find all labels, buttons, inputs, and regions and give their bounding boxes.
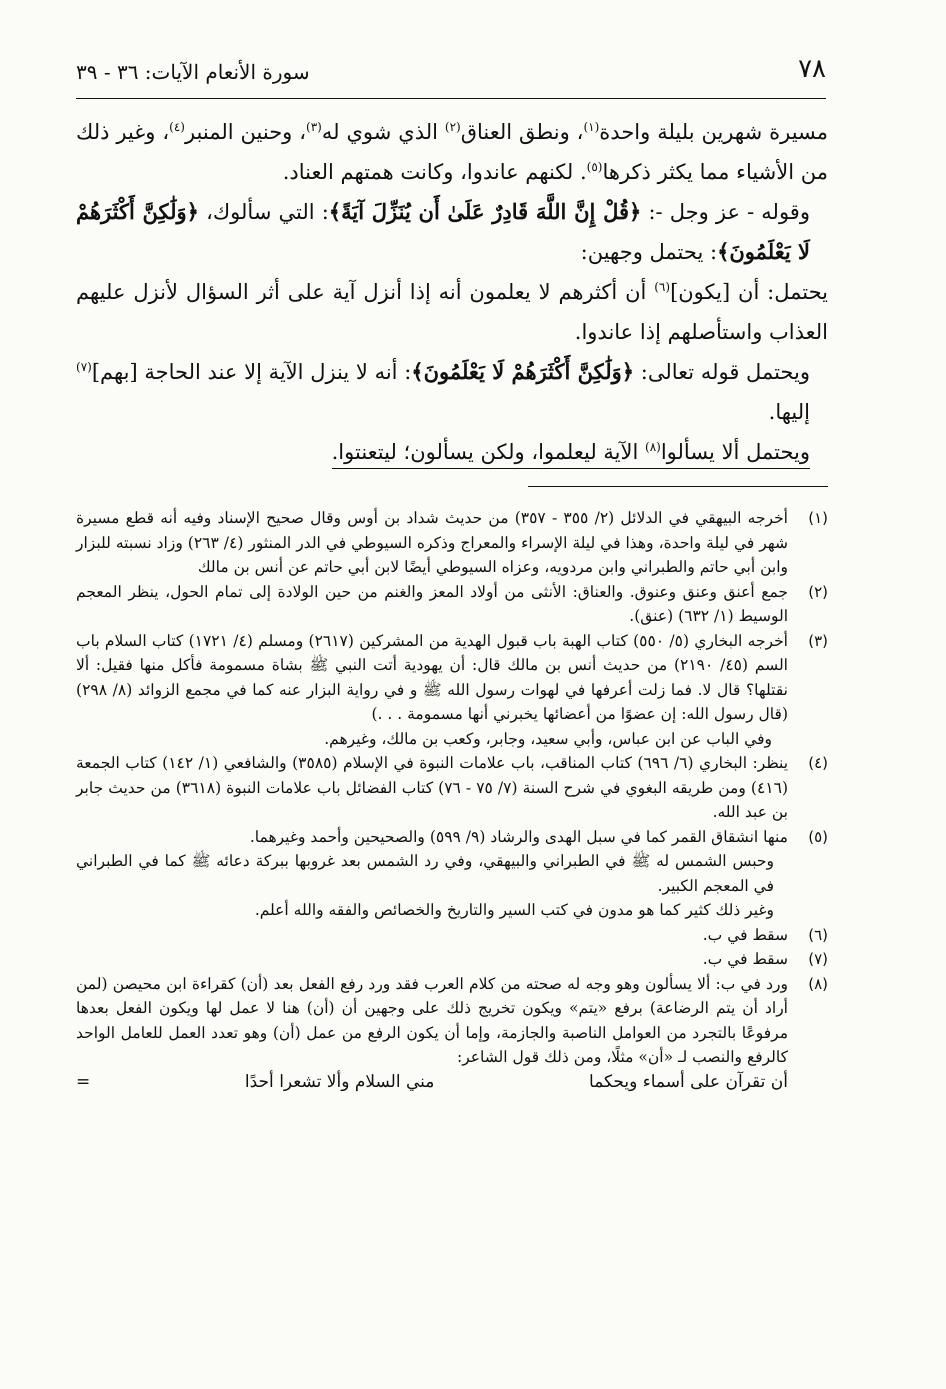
footnote-para: وحبس الشمس له ﷺ في الطبراني والبيهقي، وفي رد الشمس بعد غروبها ببركة دعائه ﷺ كما في الطبراني في المعجم الكبير. <box>76 852 774 895</box>
paragraph-3 <box>76 272 828 352</box>
verse-first-half: أن تقرآن على أسماء ويحكما <box>589 1071 788 1092</box>
page-header <box>76 52 826 99</box>
text: ، ونطق العناق <box>460 120 584 144</box>
text: إليها. <box>768 400 810 424</box>
text: أن أكثرهم لا يعلمون أنه إذا أنزل آية على أثر السؤال لأنزل عليهم العذاب واستأصلهم إذا عاندوا. <box>76 280 828 344</box>
footnote-ref-1: (١) <box>583 120 600 134</box>
footnote-text: ورد في ب: ألا يسألون وهو وجه له صحته من كلام العرب فقد ورد رفع الفعل بعد (أن) كقراءة ابن محيصن (لمن أراد أن يتم الرضاعة) برفع «يتم» ويكون تخريج ذلك على وجهين أن (أن) هنا لا عمل لها ويكون الفعل بعدها مرفوعًا بالتجرد من العوامل الناصبة والجازمة، وإما أن يكون الرفع من عمل (أن) وهو تعدد العمل للعامل الواحد كالرفع والنصب لـ «أن» مثلًا، ومن ذلك قول الشاعر: <box>76 974 788 1066</box>
footnote-8 <box>76 972 828 1070</box>
footnote-number: (٣) <box>808 631 828 650</box>
footnote-7 <box>76 947 828 972</box>
text: : التي سألوك، <box>198 200 329 224</box>
footnote-number: (١) <box>808 509 828 527</box>
text: ، وغير ذلك من الأشياء مما يكثر ذكرها <box>76 120 828 184</box>
continuation-mark: = <box>76 1071 91 1092</box>
footnote-para: وغير ذلك كثير كما هو مدون في كتب السير والتاريخ والخصائص والفقه والله أعلم. <box>254 901 774 919</box>
text: : يحتمل وجهين: <box>580 240 718 264</box>
footnote-text <box>76 629 788 727</box>
text: . لكنهم عاندوا، وكانت همتهم العناد. <box>282 160 587 184</box>
footnote-4 <box>76 751 828 825</box>
footnote-ref-4: (٤) <box>169 120 185 134</box>
footnote-5 <box>76 825 828 923</box>
footnote-ref-3: (٣) <box>306 120 322 134</box>
footnote-number: (٨) <box>808 974 828 993</box>
footnote-ref-5: (٥) <box>586 160 603 174</box>
footnote-ref-8: (٨) <box>645 440 661 454</box>
footnote-ref-2: (٢) <box>444 120 461 134</box>
text: مسيرة شهرين بليلة واحدة <box>599 120 829 144</box>
quran-verse: ﴿قُلْ إِنَّ اللَّهَ قَادِرٌ عَلَىٰ أَن يُنَزِّلَ آيَةً﴾ <box>328 199 642 224</box>
text: ، وحنين المنبر <box>184 120 307 144</box>
verse-second-half: مني السلام وألا تشعرا أحدًا <box>244 1071 435 1092</box>
footnote-number: (٦) <box>808 925 828 944</box>
text: الآية ليعلموا، ولكن يسألون؛ ليتعنتوا. <box>331 440 646 464</box>
footnote-1 <box>76 506 828 580</box>
page-number: ٧٨ <box>798 54 826 84</box>
paragraph-4 <box>76 352 828 432</box>
footnote-number: (٤) <box>808 754 828 772</box>
footnote-6 <box>76 923 828 948</box>
footnote-para: منها انشقاق القمر كما في سبل الهدى والرشاد (٩/ ٥٩٩) والصحيحين وأحمد وغيرهما. <box>249 827 788 846</box>
footnote-text: أخرجه البيهقي في الدلائل (٢/ ٣٥٥ - ٣٥٧) من حديث شداد بن أوس وقال صحيح الإسناد وفيه أنه قطع مسيرة شهر في ليلة واحدة، وهذا في ليلة الإسراء والمعراج وذكره السيوطي في الدر المنثور (٤/ ٢٦٣) وزاد نسبته للبزار وابن أبي حاتم والطبراني وابن مردويه، وعزاه السيوطي أيضًا لابن أبي حاتم عن أنس بن مالك <box>76 509 788 576</box>
quran-verse: ﴿وَلَٰكِنَّ أَكْثَرَهُمْ لَا يَعْلَمُونَ﴾ <box>76 199 810 264</box>
footnote-divider <box>528 486 828 487</box>
text: : أنه لا ينزل الآية إلا عند الحاجة [بهم] <box>91 360 412 384</box>
poetry-verse <box>76 1072 828 1092</box>
text: وقوله - عز وجل -: <box>641 200 810 224</box>
footnote-text: جمع أعنق وعنق وعنوق. والعناق: الأنثى من أولاد المعز والغنم من حين الولادة إلى تمام الحول، ينظر المعجم الوسيط (١/ ٦٣٢) (عنق). <box>76 582 788 625</box>
footnote-text <box>76 825 788 923</box>
main-text <box>76 112 828 472</box>
footnote-ref-6: (٦) <box>654 280 671 294</box>
footnote-ref-7: (٧) <box>76 360 92 374</box>
paragraph-1 <box>76 112 828 192</box>
footnote-text: سقط في ب. <box>702 925 788 944</box>
quran-verse: ﴿وَلَٰكِنَّ أَكْثَرَهُمْ لَا يَعْلَمُونَ﴾ <box>411 359 635 384</box>
paragraph-5 <box>76 432 828 472</box>
footnote-number: (٥) <box>808 827 828 846</box>
running-title: سورة الأنعام الآيات: ٣٦ - ٣٩ <box>76 60 310 84</box>
footnote-text: ينظر: البخاري (٦/ ٦٩٦) كتاب المناقب، باب علامات النبوة في الإسلام (٣٥٨٥) والشافعي (١/ ١٤٢) كتاب الجمعة (٤١٦) ومن طريقه البغوي في شرح السنة (٧/ ٧٥ - ٧٦) كتاب الفضائل باب علامات النبوة (٣٦١٨) من حديث جابر بن عبد الله. <box>76 754 789 821</box>
text: الذي شوي له <box>321 120 445 144</box>
final-line <box>332 440 810 469</box>
text: يحتمل: أن [يكون] <box>670 280 828 304</box>
footnote-text: سقط في ب. <box>702 950 788 968</box>
paragraph-2 <box>76 192 828 272</box>
footnotes <box>76 506 828 1092</box>
footnote-number: (٧) <box>808 950 828 968</box>
footnote-3 <box>76 629 828 727</box>
footnote-3-extra: وفي الباب عن ابن عباس، وأبي سعيد، وجابر، وكعب بن مالك، وغيرهم. <box>324 729 772 748</box>
footnote-number: (٢) <box>808 582 828 601</box>
footnote-2 <box>76 580 828 629</box>
text: ويحتمل قوله تعالى: <box>634 360 810 384</box>
text: ويحتمل ألا يسألوا <box>660 440 810 464</box>
footnote-para: أخرجه البخاري (٥/ ٥٥٠) كتاب الهبة باب قبول الهدية من المشركين (٢٦١٧) ومسلم (٤/ ١٧٢١) كتاب السلام باب السم (٤٥/ ٢١٩٠) من حديث أنس بن مالك قال: أن يهودية أتت النبي ﷺ بشاة مسمومة فأكل منها فقيل: ألا نقتلها؟ قال لا. فما زلت أعرفها في لهوات رسول الله ﷺ و في رواية البزار عنه كما في مجمع الزوائد (٨/ ٢٩٨) (قال رسول الله: إن عضوًا من أعضائها يخبرني أنها مسمومة . . .) <box>76 631 789 723</box>
